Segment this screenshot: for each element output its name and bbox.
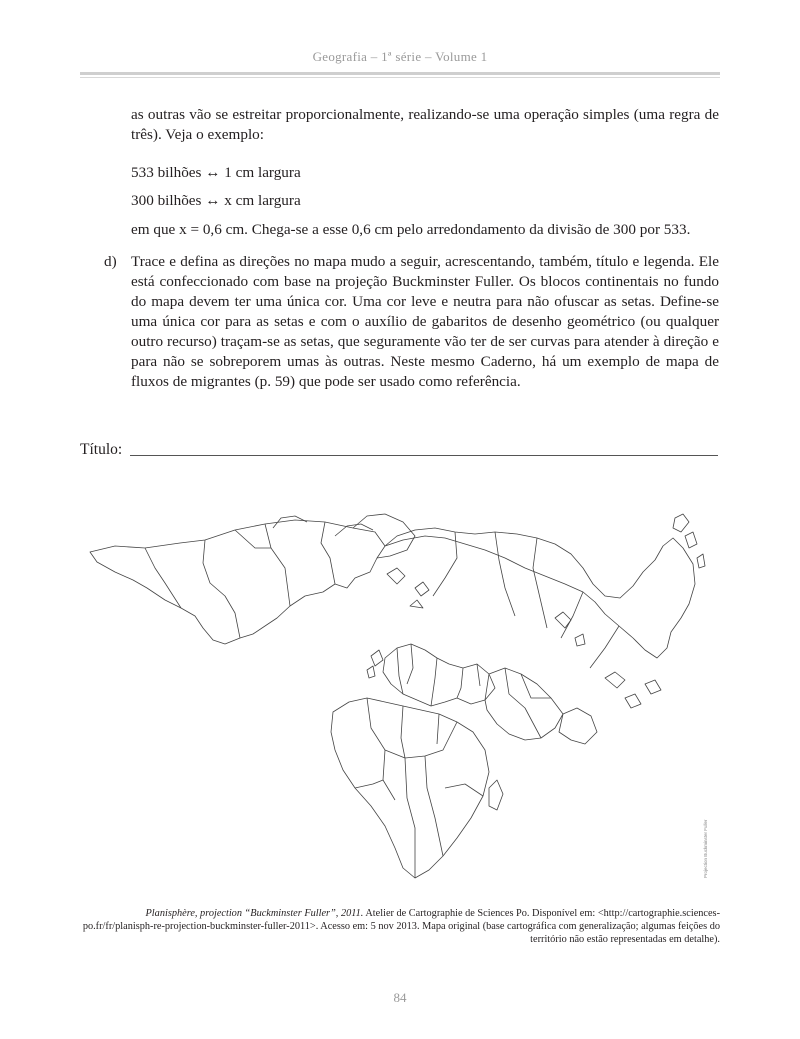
map-outline-svg	[85, 488, 710, 893]
page-number: 84	[393, 990, 407, 1005]
map-source-citation	[80, 907, 720, 946]
map-greenland	[353, 514, 415, 558]
titulo-answer-line[interactable]	[130, 455, 718, 456]
item-d-marker: d)	[104, 253, 117, 270]
map-middle-east	[485, 668, 563, 740]
intro-paragraph: as outras vão se estreitar proporcionalmente, realizando-se uma operação simples (uma regra de três). Veja o exemplo:	[131, 106, 719, 143]
source-title: Planisphère, projection “Buckminster Fuller”, 2011.	[145, 908, 364, 919]
equation-line-1: 533 bilhões ↔ 1 cm largura	[131, 164, 301, 181]
map-eurasia	[385, 528, 695, 658]
header-rule-thin	[80, 77, 720, 78]
source-text: Atelier de Cartographie de Sciences Po. Disponível em: <http://cartographie.sciences-po.fr/fr/planisph-re-projection-buckminster-fuller-2011>. Acesso em: 5 nov 2013. Mapa original (base cartográfica com generalização; algumas feições do território não estão representadas em detalhe).	[82, 908, 720, 945]
header-rule	[80, 72, 720, 75]
titulo-label: Título:	[80, 441, 123, 458]
running-header: Geografia – 1ª série – Volume 1	[312, 49, 488, 64]
equation-line-3: em que x = 0,6 cm. Chega-se a esse 0,6 cm pelo arredondamento da divisão de 300 por 533.	[131, 221, 691, 238]
equation-line-2: 300 bilhões ↔ x cm largura	[131, 192, 301, 209]
item-d-paragraph: Trace e defina as direções no mapa mudo a seguir, acrescentando, também, título e legenda. Ele está confeccionado com base na projeção Buckminster Fuller. Os blocos continentais no fundo do mapa devem ter uma única cor. Uma cor leve e neutra para não ofuscar as setas. Define-se uma única cor para as setas e com o auxílio de gabaritos de desenho geométrico (ou qualquer outro recurso) traçam-se as setas, que seguramente vão ter de ser curvas para atender à direção e para não se sobreporem umas às outras. Neste mesmo Caderno, há um exemplo de mapa de fluxos de migrantes (p. 59) que pode ser usado como referência.	[131, 253, 719, 390]
map-vertical-credit: Projection Buckminster Fuller	[703, 819, 708, 878]
map-africa	[331, 698, 489, 878]
blank-world-map[interactable]	[85, 488, 710, 893]
